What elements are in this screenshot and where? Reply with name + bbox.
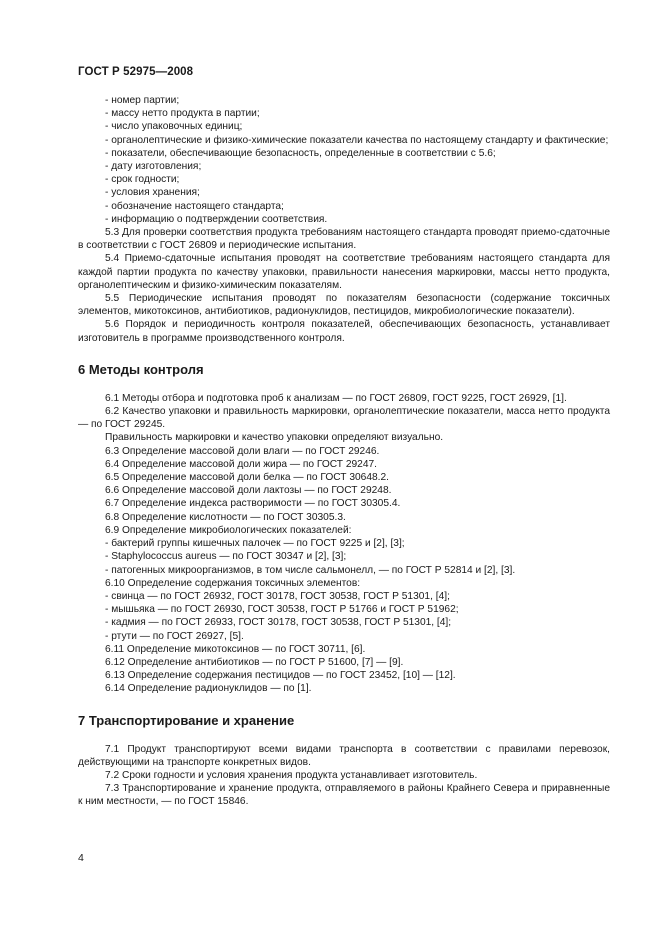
clause-5-3: 5.3 Для проверки соответствия продукта требованиям настоящего стандарта проводят приемо-сдаточные в соответствии с ГОСТ 26809 и периодические испытания. [78, 227, 610, 252]
list-item: - ртути — по ГОСТ 26927, [5]. [105, 630, 244, 642]
block-1 [78, 94, 610, 345]
clause-6-4: 6.4 Определение массовой доли жира — по ГОСТ 29247. [105, 458, 378, 470]
page-number: 4 [78, 852, 84, 864]
list-item: - Staphylococcus aureus — по ГОСТ 30347 и [2], [3]; [105, 551, 347, 563]
list-item: - обозначение настоящего стандарта; [105, 200, 284, 212]
clause-6-8: 6.8 Определение кислотности — по ГОСТ 30305.3. [105, 511, 346, 523]
list-item: - информацию о подтверждении соответствия. [105, 213, 328, 225]
clause-6-7: 6.7 Определение индекса растворимости — по ГОСТ 30305.4. [105, 498, 401, 510]
list-item: - дату изготовления; [105, 161, 202, 173]
list-item: - патогенных микроорганизмов, в том числе сальмонелл, — по ГОСТ Р 52814 и [2], [3]. [105, 564, 516, 576]
clause-5-6: 5.6 Порядок и периодичность контроля показателей, обеспечивающих безопасность, устанавливает изготовитель в программе производственного контроля. [78, 319, 610, 344]
list-item: - кадмия — по ГОСТ 26933, ГОСТ 30178, ГОСТ 30538, ГОСТ Р 51301, [4]; [105, 617, 452, 629]
list-item: - свинца — по ГОСТ 26932, ГОСТ 30178, ГОСТ 30538, ГОСТ Р 51301, [4]; [105, 590, 450, 602]
list-item: - бактерий группы кишечных палочек — по ГОСТ 9225 и [2], [3]; [105, 538, 405, 550]
clause-5-4: 5.4 Приемо-сдаточные испытания проводят на соответствие требованиям настоящего стандарта для каждой партии продукта по качеству упаковки, правильности нанесения маркировки, массы нетто продукта, органолептическим и физико-химическим показателям. [78, 253, 610, 291]
clause-7-3: 7.3 Транспортирование и хранение продукта, отправляемого в районы Крайнего Севера и приравненные к ним местности, — по ГОСТ 15846. [78, 783, 610, 808]
clause-7-1: 7.1 Продукт транспортируют всеми видами транспорта в соответствии с правилами перевозок, действующими на транспорте конкретных видов. [78, 743, 610, 768]
clause-6-5: 6.5 Определение массовой доли белка — по ГОСТ 30648.2. [105, 472, 390, 484]
standard-header: ГОСТ Р 52975—2008 [78, 66, 194, 78]
clause-6-12: 6.12 Определение антибиотиков — по ГОСТ Р 51600, [7] — [9]. [105, 656, 404, 668]
clause-7-2: 7.2 Сроки годности и условия хранения продукта устанавливает изготовитель. [105, 769, 478, 781]
clause-5-5: 5.5 Периодические испытания проводят по показателям безопасности (содержание токсичных элементов, микотоксинов, антибиотиков, радионуклидов, пестицидов, микробиологические показатели). [78, 293, 610, 318]
clause-6-11: 6.11 Определение микотоксинов — по ГОСТ 30711, [6]. [105, 643, 366, 655]
clause-6-3: 6.3 Определение массовой доли влаги — по ГОСТ 29246. [105, 445, 380, 457]
clause-6-9: 6.9 Определение микробиологических показателей: [105, 524, 352, 536]
list-item: - мышьяка — по ГОСТ 26930, ГОСТ 30538, ГОСТ Р 51766 и ГОСТ Р 51962; [105, 604, 459, 616]
block-3 [78, 743, 610, 809]
block-2 [78, 392, 610, 696]
list-item: - показатели, обеспечивающие безопасность, определенные в соответствии с 5.6; [105, 147, 496, 159]
list-item: - условия хранения; [105, 187, 200, 199]
list-item: - массу нетто продукта в партии; [105, 108, 260, 120]
list-item: - число упаковочных единиц; [105, 121, 243, 133]
clause-6-10: 6.10 Определение содержания токсичных элементов: [105, 577, 361, 589]
clause-6-13: 6.13 Определение содержания пестицидов — по ГОСТ 23452, [10] — [12]. [105, 670, 456, 682]
clause-text: Правильность маркировки и качество упаковки определяют визуально. [105, 432, 444, 444]
clause-6-14: 6.14 Определение радионуклидов — по [1]. [105, 683, 312, 695]
clause-6-2: 6.2 Качество упаковки и правильность маркировки, органолептические показатели, масса нетто продукта — по ГОСТ 29245. [78, 406, 610, 431]
clause-6-1: 6.1 Методы отбора и подготовка проб к анализам — по ГОСТ 26809, ГОСТ 9225, ГОСТ 26929, [1]. [105, 392, 567, 404]
page-content [78, 94, 610, 809]
list-item: - органолептические и физико-химические показатели качества по настоящему стандарту и фактические; [105, 134, 609, 146]
list-item: - срок годности; [105, 174, 180, 186]
section-6-heading: 6 Методы контроля [78, 361, 204, 377]
list-item: - номер партии; [105, 95, 180, 106]
clause-6-6: 6.6 Определение массовой доли лактозы — по ГОСТ 29248. [105, 485, 392, 497]
section-7-heading: 7 Транспортирование и хранение [78, 712, 295, 728]
